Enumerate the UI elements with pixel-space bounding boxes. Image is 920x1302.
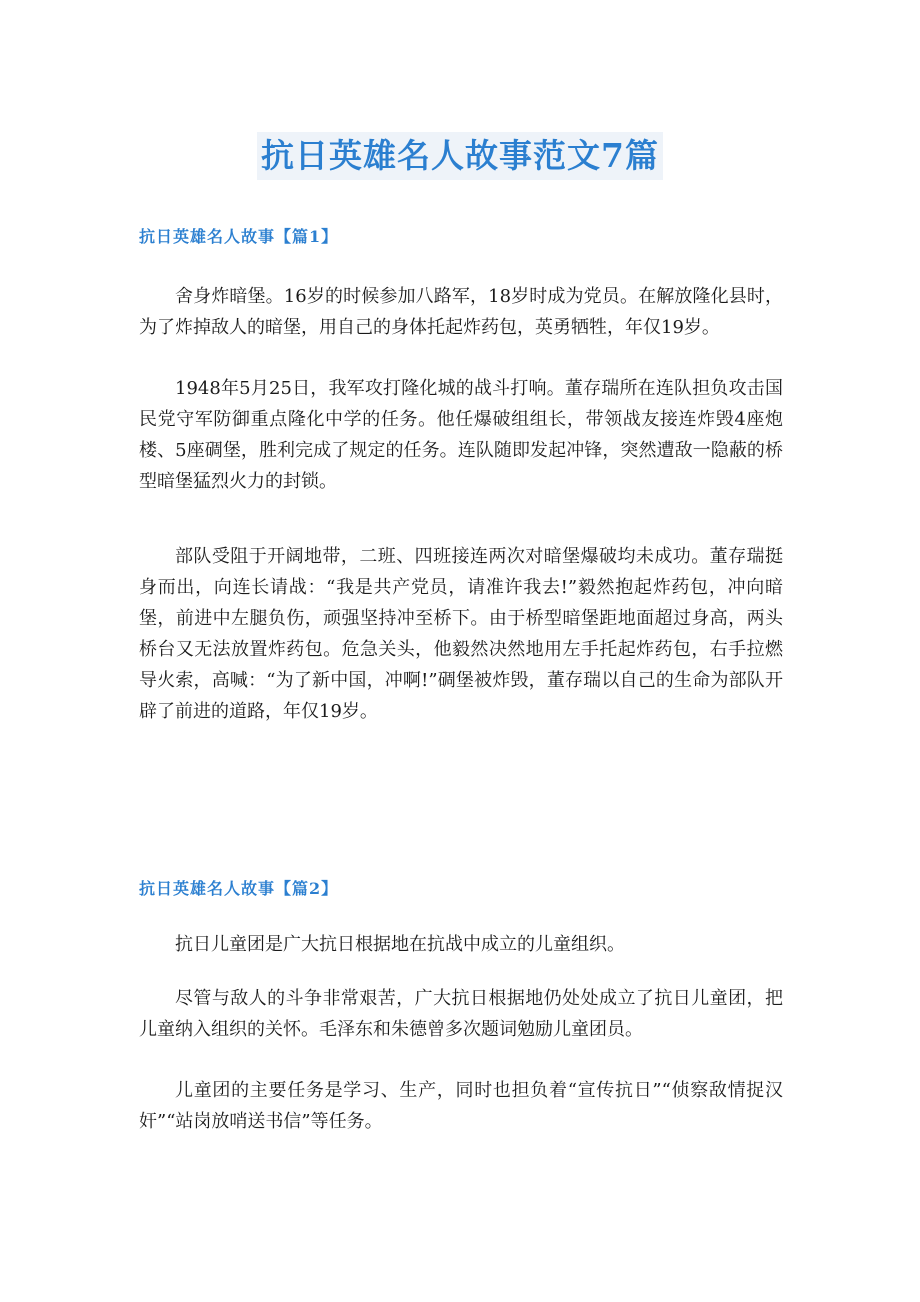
paragraph-2-3: 儿童团的主要任务是学习、生产，同时也担负着“宣传抗日”“侦察敌情捉汉奸”“站岗放哨送书信”等任务。 bbox=[139, 1080, 783, 1132]
paragraph-1-2: 1948年5月25日，我军攻打隆化城的战斗打响。董存瑞所在连队担负攻击国民党守军防御重点隆化中学的任务。他任爆破组组长，带领战友接连炸毁4座炮楼、5座碉堡，胜利完成了规定的任务。连队随即发起冲锋，突然遭敌一隐蔽的桥型暗堡猛烈火力的封锁。 bbox=[139, 378, 783, 492]
paragraph-2-2: 尽管与敌人的斗争非常艰苦，广大抗日根据地仍处处成立了抗日儿童团，把儿童纳入组织的关怀。毛泽东和朱德曾多次题词勉励儿童团员。 bbox=[139, 988, 783, 1040]
paragraph-1-3: 部队受阻于开阔地带，二班、四班接连两次对暗堡爆破均未成功。董存瑞挺身而出，向连长请战：“我是共产党员，请准许我去!”毅然抱起炸药包，冲向暗堡，前进中左腿负伤，顽强坚持冲至桥下。由于桥型暗堡距地面超过身高，两头桥台又无法放置炸药包。危急关头，他毅然决然地用左手托起炸药包，右手拉燃导火索，高喊：“为了新中国，冲啊!”碉堡被炸毁，董存瑞以自己的生命为部队开辟了前进的道路，年仅19岁。 bbox=[139, 546, 783, 722]
paragraph-1-1: 舍身炸暗堡。16岁的时候参加八路军，18岁时成为党员。在解放隆化县时，为了炸掉敌人的暗堡，用自己的身体托起炸药包，英勇牺牲，年仅19岁。 bbox=[139, 286, 783, 338]
paragraph-2-1: 抗日儿童团是广大抗日根据地在抗战中成立的儿童组织。 bbox=[175, 934, 625, 955]
section-heading-1: 抗日英雄名人故事【篇1】 bbox=[139, 227, 339, 246]
document-title-text: 抗日英雄名人故事范文7篇 bbox=[257, 132, 663, 180]
section-heading-2: 抗日英雄名人故事【篇2】 bbox=[139, 879, 339, 898]
document-title bbox=[0, 132, 920, 180]
